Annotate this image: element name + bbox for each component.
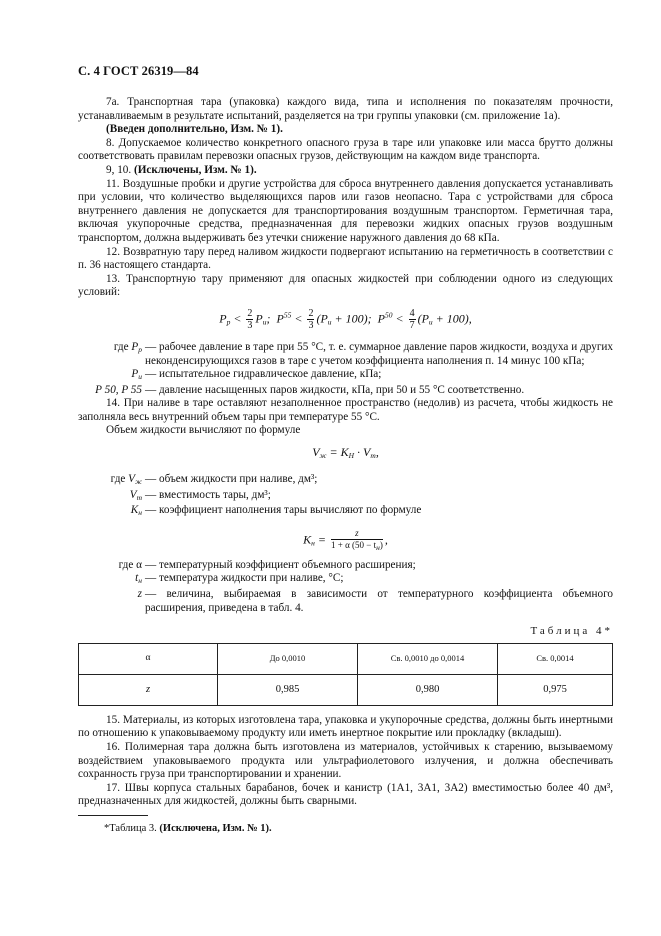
- amendment-note: (Введен дополнительно, Изм. № 1).: [106, 123, 283, 136]
- definitions-list-2: [78, 473, 613, 520]
- amendment-note: (Исключены, Изм. № 1).: [133, 163, 257, 176]
- fraction: $\frac{4}{7}$: [409, 307, 415, 331]
- volume-formula: $V_ж = K_Н \cdot V_т$,: [312, 445, 379, 461]
- table-cell: До 0,0010: [218, 643, 358, 674]
- page-header: С. 4 ГОСТ 26319—84: [78, 64, 199, 78]
- definitions-list-3: [78, 559, 613, 615]
- definition-row: где $V_ж$ — объем жидкости при наливе, дм³;: [110, 473, 318, 487]
- table-cell: 0,980: [358, 674, 498, 705]
- table-cell: z: [79, 674, 218, 705]
- paragraph-15: 15. Материалы, из которых изготовлена тара, упаковка и укупорочные средства, должны быть инертными по отношению к упаковываемому продукту или иметь инертное покрытие или прокладку (вкладыш).: [78, 713, 613, 740]
- footnote-divider: [78, 815, 148, 816]
- paragraph-13: 13. Транспортную тару применяют для опасных жидкостей при соблюдении одного из следующих условий:: [78, 272, 613, 299]
- paragraph-11: 11. Воздушные пробки и другие устройства для сброса внутреннего давления допускается устанавливать при условии, что количество выделяющихся паров или газов неопасно. Тара с устройствами для сброса внутреннего давления не допускается для транспортирования воздушным транспортом. Герметичная тара, включая укупорочные средства, предназначенная для перевозки жидких опасных грузов воздушным транспортом, должна выдерживать без утечки снижение наружного давления до 68 кПа.: [78, 177, 613, 244]
- definition-row: z — величина, выбираемая в зависимости от температурного коэффициента объемного расширения, приведена в табл. 4.: [137, 588, 613, 614]
- fraction: $\frac{2}{3}$: [308, 307, 314, 331]
- body-text: [78, 96, 613, 836]
- paragraph-7a-note: [78, 123, 613, 137]
- fraction: $\frac{2}{3}$: [247, 307, 253, 331]
- table-caption: Таблица 4*: [530, 625, 613, 638]
- fraction: $\frac{z}{1 + \alpha (50 - t_н)}$: [331, 527, 383, 552]
- table-cell: Св. 0,0014: [498, 643, 613, 674]
- table-cell: α: [79, 643, 218, 674]
- definitions-list-1: [78, 341, 613, 397]
- paragraph-14b: Объем жидкости вычисляют по формуле: [106, 424, 301, 437]
- definition-row: $V_т$ — вместимость тары, дм³;: [129, 488, 271, 502]
- definition-row: P 50, P 55 — давление насыщенных паров жидкости, кПа, при 50 и 55 °С соответственно.: [95, 383, 525, 396]
- paragraph-8: 8. Допускаемое количество конкретного опасного груза в таре или упаковке или масса брутто должны соответствовать правилам перевозки опасных грузов, действующим на каждом виде транспорта.: [78, 136, 613, 163]
- footnote: *Таблица 3. (Исключена, Изм. № 1).: [104, 822, 272, 834]
- table-header-row: [79, 643, 613, 674]
- definition-row: $K_н$ — коэффициент наполнения тары вычисляют по формуле: [130, 504, 422, 518]
- paragraph-14: 14. При наливе в таре оставляют незаполненное пространство (недолив) из расчета, чтобы жидкость не заполняла весь внутренний объем тары при температуре 55 °С.: [78, 397, 613, 423]
- definition-row: где $P_р$ — рабочее давление в таре при 55 °С, т. е. суммарное давление паров жидкости, воздуха и других неконденсирующихся газов в таре с учетом коэффициента наполнения п. 14 минус 100 кПа;: [113, 340, 613, 367]
- table-row: [79, 674, 613, 705]
- definition-row: где α — температурный коэффициент объемного расширения;: [118, 558, 416, 571]
- paragraph-7a: 7а. Транспортная тара (упаковка) каждого вида, типа и исполнения по показателям прочности, устанавливаемым в результате испытаний, разделяется на три группы упаковки (см. приложение 1а).: [78, 96, 613, 122]
- coefficient-table: [78, 643, 613, 706]
- paragraph-16: 16. Полимерная тара должна быть изготовлена из материалов, устойчивых к старению, вызываемому воздействием упаковываемого продукта или ультрафиолетового излучения, и должна обеспечивать сохранность груза при транспортировании и хранении.: [78, 741, 613, 781]
- paragraph-number: 9, 10.: [106, 163, 132, 176]
- fill-coefficient-formula: $K_н$ = $\frac{z}{1 + \alpha (50 - t_н)}$ ,: [303, 527, 388, 552]
- paragraph-12: 12. Возвратную тару перед наливом жидкости подвергают испытанию на герметичность в соответствии с п. 36 настоящего стандарта.: [78, 245, 613, 272]
- definition-row: $t_н$ — температура жидкости при наливе, °С;: [135, 572, 344, 586]
- pressure-formula: $P_р$ < $\frac{2}{3}$ $P_и$; $P^{55}$ < $\frac{2}{3}$ $(P_и + 100)$; $P^{50}$ < $\frac{4}{7}$ $(P_и + 100)$,: [219, 307, 472, 331]
- table-cell: Св. 0,0010 до 0,0014: [358, 643, 498, 674]
- table-cell: 0,975: [498, 674, 613, 705]
- paragraph-9-10: [78, 164, 613, 178]
- table-cell: 0,985: [218, 674, 358, 705]
- paragraph-17: 17. Швы корпуса стальных барабанов, бочек и канистр (1А1, 3А1, 3А2) вместимостью более 40 дм³, предназначенных для жидкостей, должны быть сварными.: [78, 781, 613, 808]
- definition-row: $P_и$ — испытательное гидравлическое давление, кПа;: [131, 368, 382, 382]
